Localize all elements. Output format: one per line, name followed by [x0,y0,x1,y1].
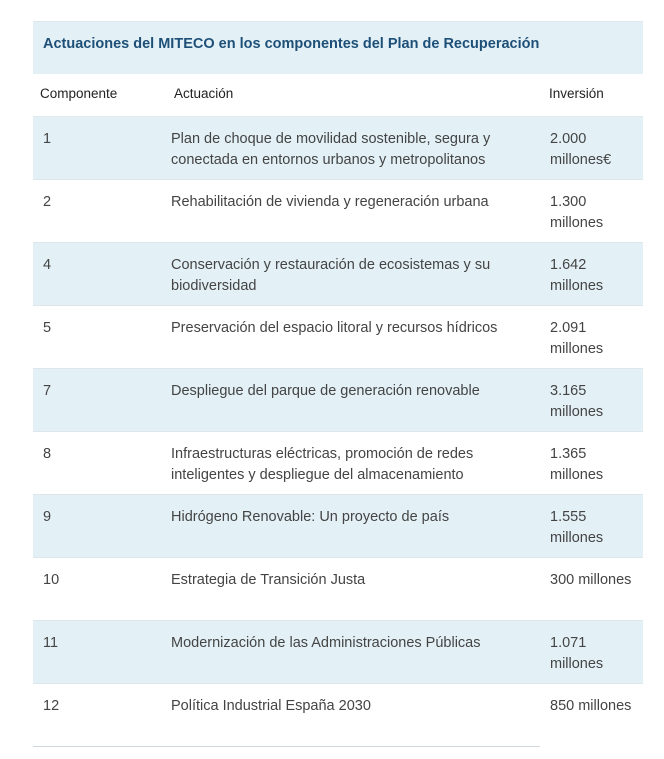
cell-inversion: 300 millones [550,572,632,588]
table-row [33,432,643,495]
header-inversion: Inversión [549,86,604,101]
cell-inversion: 1.555 millones [550,509,604,546]
cell-inversion: 1.365 millones [550,446,604,483]
cell-componente: 11 [43,635,59,651]
table-bottom-divider [33,746,540,747]
cell-componente: 2 [43,194,52,210]
header-actuacion: Actuación [174,86,234,101]
cell-componente: 10 [43,572,60,588]
cell-actuacion: Política Industrial España 2030 [171,698,371,714]
cell-inversion: 3.165 millones [550,383,604,420]
table-row [33,684,643,746]
cell-actuacion: Plan de choque de movilidad sostenible, segura y conectada en entornos urbanos y metropolitanos [171,131,491,168]
table-row [33,180,643,243]
table-title-bar [33,21,643,74]
investment-table [33,21,643,746]
cell-actuacion: Rehabilitación de vivienda y regeneración urbana [171,194,489,210]
cell-componente: 8 [43,446,52,462]
table-header-row [33,74,643,117]
table-row [33,621,643,684]
cell-inversion: 2.091 millones [550,320,604,357]
cell-actuacion: Conservación y restauración de ecosistemas y su biodiversidad [171,257,491,294]
cell-inversion: 2.000 millones€ [550,131,612,168]
cell-componente: 4 [43,257,52,273]
cell-inversion: 850 millones [550,698,632,714]
cell-componente: 1 [43,131,52,147]
table-row [33,243,643,306]
table-title: Actuaciones del MITECO en los componentes del Plan de Recuperación [43,36,540,52]
table-row [33,558,643,621]
table-row [33,306,643,369]
cell-inversion: 1.071 millones [550,635,604,672]
cell-componente: 12 [43,698,60,714]
cell-actuacion: Despliegue del parque de generación renovable [171,383,480,399]
cell-actuacion: Infraestructuras eléctricas, promoción de redes inteligentes y despliegue del almacenamiento [171,446,474,483]
cell-actuacion: Estrategia de Transición Justa [171,572,366,588]
cell-actuacion: Modernización de las Administraciones Públicas [171,635,481,651]
cell-componente: 7 [43,383,52,399]
cell-componente: 9 [43,509,52,525]
table-row [33,369,643,432]
cell-componente: 5 [43,320,52,336]
header-componente: Componente [40,86,118,101]
table-row [33,117,643,180]
table-row [33,495,643,558]
cell-inversion: 1.642 millones [550,257,604,294]
cell-actuacion: Hidrógeno Renovable: Un proyecto de país [171,509,450,525]
cell-inversion: 1.300 millones [550,194,604,231]
cell-actuacion: Preservación del espacio litoral y recursos hídricos [171,320,498,336]
